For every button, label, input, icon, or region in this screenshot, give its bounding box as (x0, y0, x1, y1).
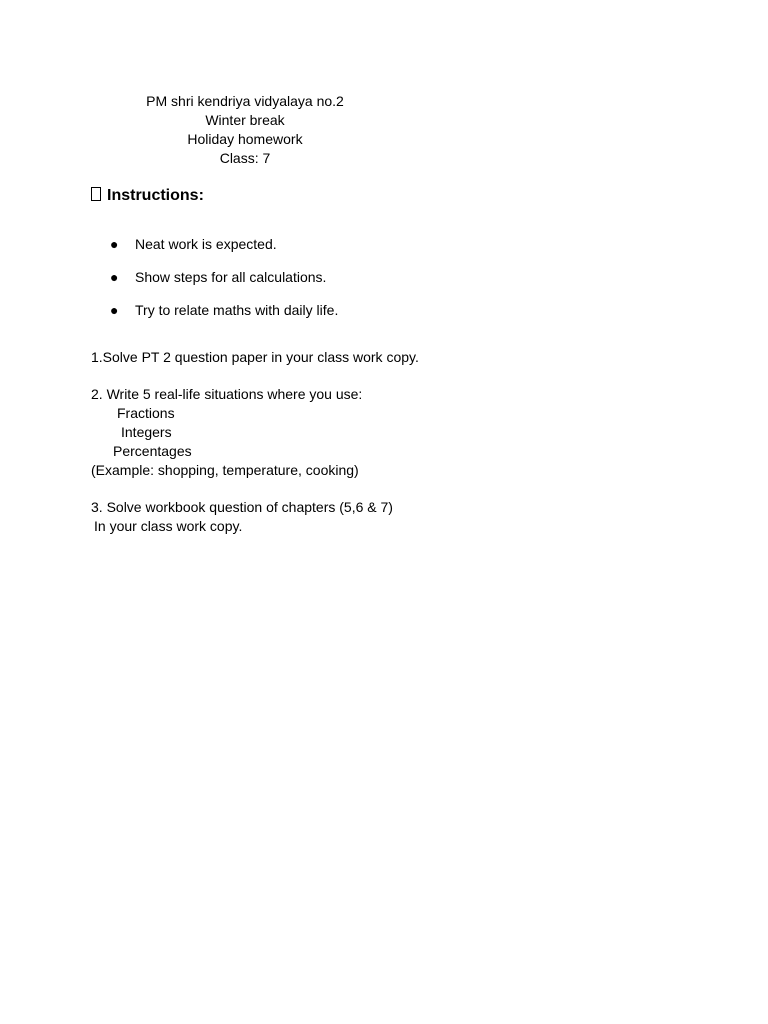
question-3-line-2: In your class work copy. (94, 518, 243, 534)
question-3-line-1: 3. Solve workbook question of chapters (5,6 & 7) (91, 499, 393, 515)
instruction-text: Neat work is expected. (135, 236, 277, 252)
bullet-icon: ● (110, 302, 119, 318)
homework-title: Holiday homework (187, 131, 303, 147)
instructions-title-text: Instructions: (107, 187, 204, 204)
bullet-icon: ● (110, 236, 119, 252)
list-item (110, 269, 338, 302)
instruction-text: Show steps for all calculations. (135, 269, 327, 285)
topic-integers: Integers (121, 424, 172, 440)
instructions-list (110, 236, 338, 335)
question-3 (91, 498, 393, 536)
list-item (110, 236, 338, 269)
instructions-heading (91, 186, 204, 206)
question-2-line: 2. Write 5 real-life situations where you use: (91, 386, 363, 402)
bullet-icon: ● (110, 269, 119, 285)
document-header (130, 92, 360, 168)
school-name: PM shri kendriya vidyalaya no.2 (146, 93, 344, 109)
list-item (110, 302, 338, 335)
question-2 (91, 385, 362, 480)
break-name: Winter break (205, 112, 285, 128)
class-label: Class: 7 (219, 150, 271, 166)
question-1: 1.Solve PT 2 question paper in your class work copy. (91, 349, 419, 365)
missing-glyph-icon (91, 187, 101, 201)
question-2-example: (Example: shopping, temperature, cooking) (91, 462, 359, 478)
topic-percentages: Percentages (113, 443, 192, 459)
topic-fractions: Fractions (117, 405, 175, 421)
instruction-text: Try to relate maths with daily life. (135, 302, 339, 318)
